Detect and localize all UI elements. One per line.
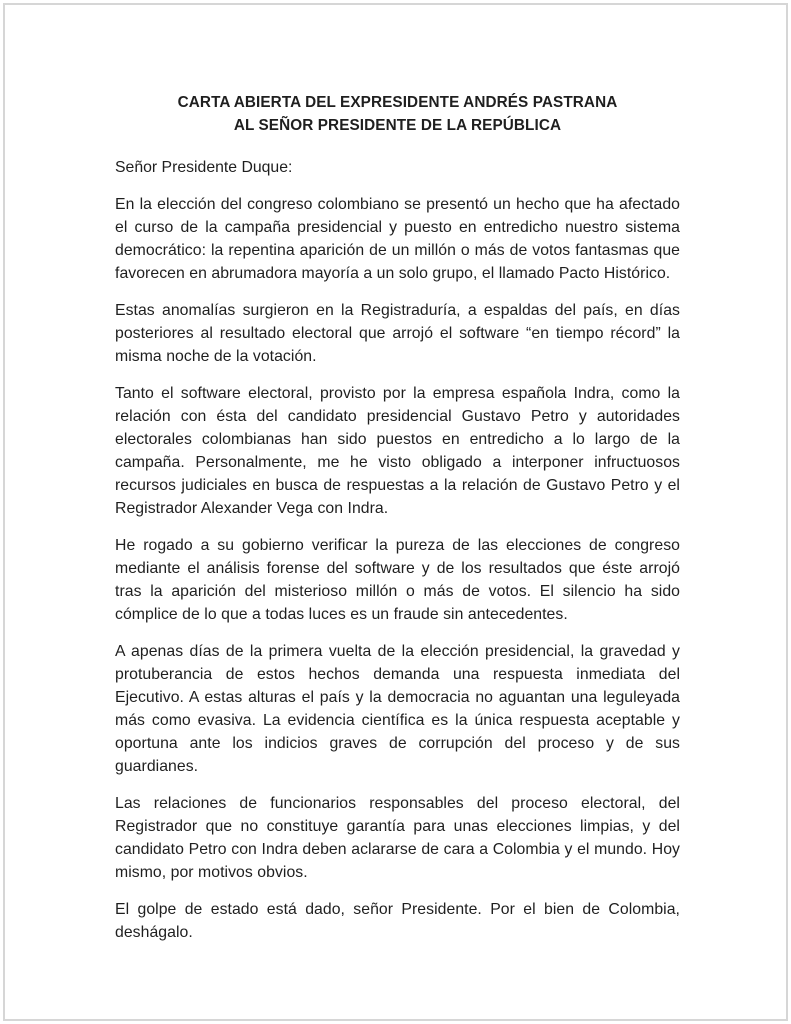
- letter-paragraph-2: Estas anomalías surgieron en la Registraduría, a espaldas del país, en días posteriores al resultado electoral que arrojó el software “en tiempo récord” la misma noche de la votación.: [115, 302, 680, 365]
- letter-paragraph-6: Las relaciones de funcionarios responsables del proceso electoral, del Registrador que no constituye garantía para unas elecciones limpias, y del candidato Petro con Indra deben aclararse de cara a Colombia y el mundo. Hoy mismo, por motivos obvios.: [115, 795, 680, 881]
- letter-paragraph-4: He rogado a su gobierno verificar la pureza de las elecciones de congreso mediante el análisis forense del software y de los resultados que éste arrojó tras la aparición del misterioso millón o más de votos. El silencio ha sido cómplice de lo que a todas luces es un fraude sin antecedentes.: [115, 537, 680, 623]
- letter-paragraph-5: A apenas días de la primera vuelta de la elección presidencial, la gravedad y protuberancia de estos hechos demanda una respuesta inmediata del Ejecutivo. A estas alturas el país y la democracia no aguantan una leguleyada más como evasiva. La evidencia científica es la única respuesta aceptable y oportuna ante los indicios graves de corrupción del proceso y de sus guardianes.: [115, 643, 680, 775]
- letter-sheet: [3, 3, 788, 1021]
- letter-title: [115, 91, 680, 137]
- letter-title-line-1: CARTA ABIERTA DEL EXPRESIDENTE ANDRÉS PASTRANA: [177, 94, 618, 111]
- letter-paragraph-3: Tanto el software electoral, provisto por la empresa española Indra, como la relación con ésta del candidato presidencial Gustavo Petro y autoridades electorales colombianas han sido puestos en entredicho a lo largo de la campaña. Personalmente, me he visto obligado a interponer infructuosos recursos judiciales en busca de respuestas a la relación de Gustavo Petro y el Registrador Alexander Vega con Indra.: [115, 385, 680, 517]
- letter-title-line-2: AL SEÑOR PRESIDENTE DE LA REPÚBLICA: [233, 117, 562, 134]
- letter-salutation: Señor Presidente Duque:: [115, 159, 293, 176]
- letter-paragraph-7: El golpe de estado está dado, señor Presidente. Por el bien de Colombia, deshágalo.: [115, 901, 680, 941]
- letter-paragraph-1: En la elección del congreso colombiano se presentó un hecho que ha afectado el curso de la campaña presidencial y puesto en entredicho nuestro sistema democrático: la repentina aparición de un millón o más de votos fantasmas que favorecen en abrumadora mayoría a un solo grupo, el llamado Pacto Histórico.: [115, 196, 680, 282]
